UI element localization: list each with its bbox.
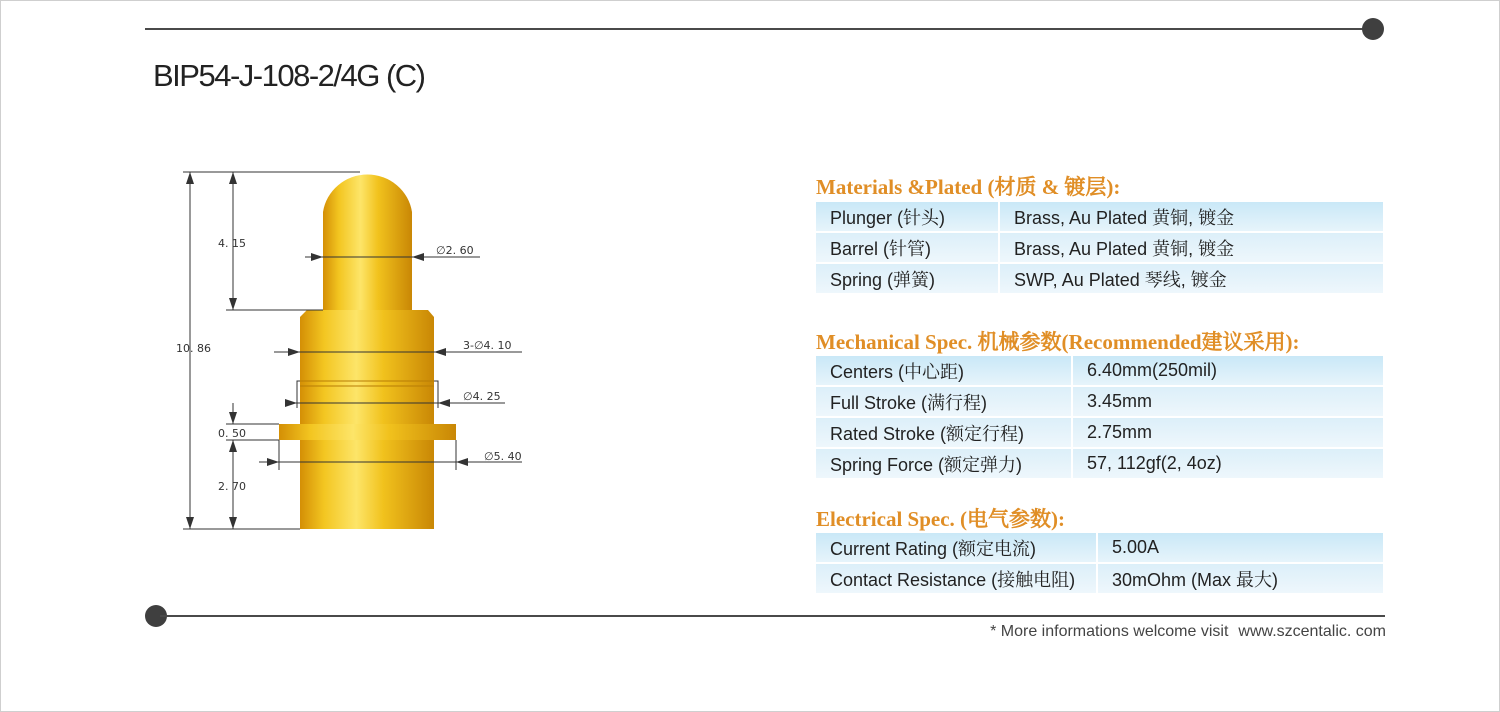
footer-note [990, 623, 1386, 641]
pin-barrel [300, 310, 434, 424]
table-row [816, 387, 1383, 418]
pogo-pin-drawing [160, 160, 560, 540]
dim-overall-length: 10. 86 [176, 342, 211, 355]
footer-text: * More informations welcome visit [990, 623, 1229, 640]
spec-label: Barrel (针管) [816, 233, 1000, 264]
materials-heading: Materials &Plated (材质 & 镀层): [816, 175, 1121, 199]
dim-barrel-diameter: 3-∅4. 10 [463, 339, 512, 352]
spec-value: 3.45mm [1073, 387, 1383, 418]
spec-label: Plunger (针头) [816, 202, 1000, 233]
spec-value: 57, 112gf(2, 4oz) [1073, 449, 1383, 480]
spec-label: Spring (弹簧) [816, 264, 1000, 295]
mechanical-table [816, 356, 1383, 480]
spec-value: 30mOhm (Max 最大) [1098, 564, 1383, 595]
electrical-heading: Electrical Spec. (电气参数): [816, 507, 1066, 531]
table-row [816, 264, 1383, 295]
spec-label: Current Rating (额定电流) [816, 533, 1098, 564]
pin-flange [279, 424, 456, 440]
spec-label: Rated Stroke (额定行程) [816, 418, 1073, 449]
spec-value: SWP, Au Plated 琴线, 镀金 [1000, 264, 1383, 295]
dim-groove-diameter: ∅4. 25 [463, 390, 501, 403]
spec-label: Centers (中心距) [816, 356, 1073, 387]
spec-value: 5.00A [1098, 533, 1383, 564]
table-row [816, 533, 1383, 564]
dim-tail-length: 2. 70 [218, 480, 246, 493]
dim-flange-thickness: 0. 50 [218, 427, 246, 440]
electrical-table [816, 533, 1383, 595]
spec-value: Brass, Au Plated 黄铜, 镀金 [1000, 202, 1383, 233]
dim-head-length: 4. 15 [218, 237, 246, 250]
materials-table [816, 202, 1383, 295]
spec-value: Brass, Au Plated 黄铜, 镀金 [1000, 233, 1383, 264]
pin-tail [300, 440, 434, 529]
top-rule [145, 28, 1375, 30]
table-row [816, 449, 1383, 480]
bottom-rule [160, 615, 1385, 617]
table-row [816, 418, 1383, 449]
pin-plunger [323, 175, 412, 310]
spec-value: 2.75mm [1073, 418, 1383, 449]
table-row [816, 356, 1383, 387]
spec-label: Full Stroke (满行程) [816, 387, 1073, 418]
table-row [816, 564, 1383, 595]
spec-label: Contact Resistance (接触电阻) [816, 564, 1098, 595]
table-row [816, 202, 1383, 233]
table-row [816, 233, 1383, 264]
dim-flange-diameter: ∅5. 40 [484, 450, 522, 463]
website-link[interactable]: www.szcentalic. com [1238, 623, 1386, 640]
top-rule-dot [1362, 18, 1384, 40]
mechanical-heading: Mechanical Spec. 机械参数(Recommended建议采用): [816, 330, 1300, 354]
part-number-title: BIP54-J-108-2/4G (C) [153, 58, 425, 93]
spec-value: 6.40mm(250mil) [1073, 356, 1383, 387]
dim-head-diameter: ∅2. 60 [436, 244, 474, 257]
spec-label: Spring Force (额定弹力) [816, 449, 1073, 480]
